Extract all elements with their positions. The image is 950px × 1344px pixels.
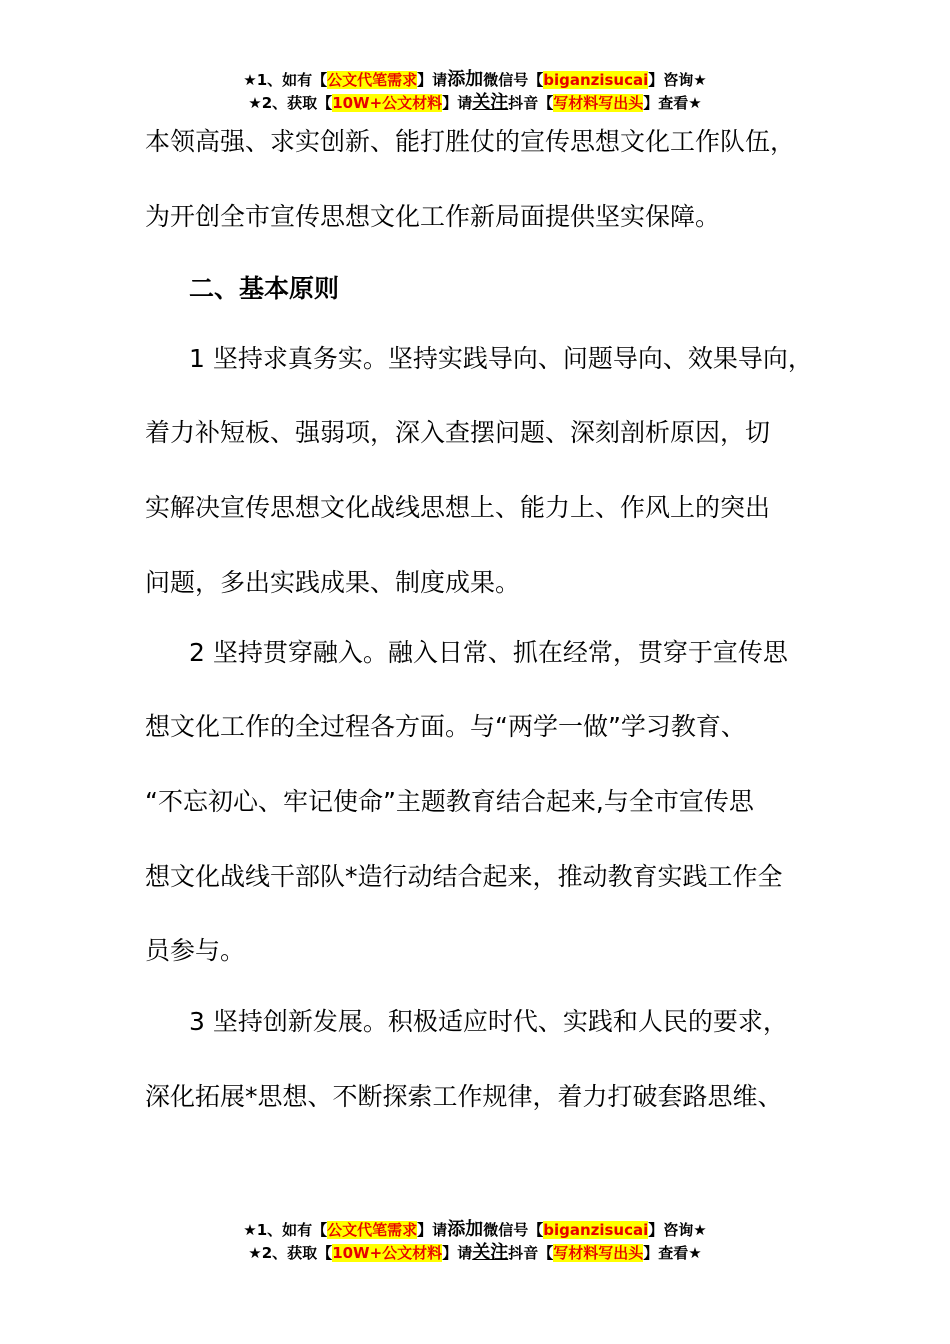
- text-line: 员参与。: [145, 936, 246, 965]
- highlight-wechat-id: biganzisucai: [543, 71, 649, 89]
- text-line: 问题，多出实践成果、制度成果。: [145, 568, 521, 597]
- text-line: 着力补短板、强弱项，深入查摆问题、深刻剖析原因，切: [145, 418, 771, 447]
- highlight-service: 公文代笔需求: [327, 1221, 418, 1239]
- banner-line-1: ★1、如有【公文代笔需求】请添加微信号【biganzisucai】咨询★: [243, 1219, 707, 1240]
- highlight-wechat-id: biganzisucai: [543, 1221, 649, 1239]
- banner-line-2: ★2、获取【10W+公文材料】请关注抖音【写材料写出头】查看★: [248, 92, 702, 113]
- text-line: 本领高强、求实创新、能打胜仗的宣传思想文化工作队伍，: [145, 127, 796, 156]
- banner-line-2: ★2、获取【10W+公文材料】请关注抖音【写材料写出头】查看★: [248, 1242, 702, 1263]
- text-line: 1 坚持求真务实。坚持实践导向、问题导向、效果导向，: [189, 344, 813, 373]
- highlight-service: 公文代笔需求: [327, 71, 418, 89]
- highlight-materials: 10W+公文材料: [332, 1244, 443, 1262]
- text-line: 想文化战线干部队*造行动结合起来，推动教育实践工作全: [145, 862, 783, 891]
- header-banner: [0, 68, 950, 114]
- footer-banner: [0, 1218, 950, 1264]
- text-line: 2 坚持贯穿融入。融入日常、抓在经常，贯穿于宣传思: [189, 638, 788, 667]
- text-line: 深化拓展*思想、不断探索工作规律，着力打破套路思维、: [145, 1082, 783, 1111]
- highlight-douyin-id: 写材料写出头: [553, 94, 644, 112]
- highlight-douyin-id: 写材料写出头: [553, 1244, 644, 1262]
- text-line: 为开创全市宣传思想文化工作新局面提供坚实保障。: [145, 202, 721, 231]
- section-heading: 二、基本原则: [189, 274, 340, 303]
- text-line: 3 坚持创新发展。积极适应时代、实践和人民的要求，: [189, 1007, 788, 1036]
- highlight-materials: 10W+公文材料: [332, 94, 443, 112]
- banner-line-1: ★1、如有【公文代笔需求】请添加微信号【biganzisucai】咨询★: [243, 69, 707, 90]
- text-line: 想文化工作的全过程各方面。与“两学一做”学习教育、: [145, 712, 746, 741]
- text-line: 实解决宣传思想文化战线思想上、能力上、作风上的突出: [145, 493, 771, 522]
- text-line: “不忘初心、牢记使命”主题教育结合起来,与全市宣传思: [145, 787, 754, 816]
